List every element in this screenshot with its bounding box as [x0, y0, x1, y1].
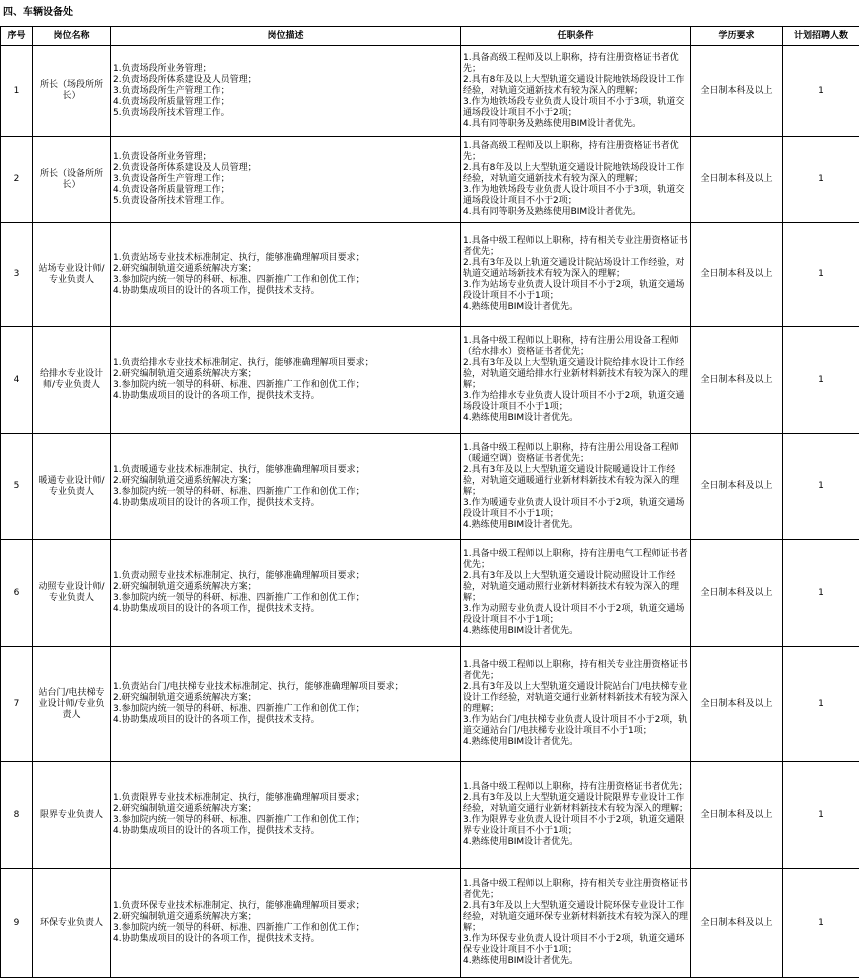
requirement-line: 4.熟练使用BIM设计者优先。 — [463, 837, 688, 848]
description-line: 4.协助集成项目的设计的各项工作，提供技术支持。 — [113, 934, 458, 945]
table-row — [1, 762, 859, 869]
requirement-line: 1.具备中级工程师以上职称，持有相关专业注册资格证书者优先； — [463, 879, 688, 901]
description-line: 3.参加院内统一领导的科研、标准、四新推广工作和创优工作； — [113, 487, 458, 498]
position-name: 环保专业负责人 — [33, 869, 111, 978]
headcount: 1 — [783, 137, 859, 223]
table-header-row — [1, 27, 859, 46]
requirement-line: 1.具备中级工程师以上职称，持有注册资格证书者优先； — [463, 782, 688, 793]
section-title: 四、车辆设备处 — [0, 0, 859, 26]
description-line: 4.协助集成项目的设计的各项工作，提供技术支持。 — [113, 826, 458, 837]
row-number: 5 — [1, 434, 33, 540]
description-line: 1.负责设备所业务管理； — [113, 152, 458, 163]
description-line: 3.负责设备所生产管理工作； — [113, 174, 458, 185]
headcount: 1 — [783, 762, 859, 869]
headcount: 1 — [783, 327, 859, 434]
position-description — [111, 327, 461, 434]
position-name: 站场专业设计师/专业负责人 — [33, 223, 111, 327]
requirement-line: 3.作为暖通专业负责人设计项目不小于2项，轨道交通场段设计项目不小于1项； — [463, 498, 688, 520]
table-row — [1, 869, 859, 978]
requirement-line: 1.具备中级工程师以上职称，持有注册公用设备工程师（暖通空调）资格证书者优先； — [463, 443, 688, 465]
description-line: 3.负责场段所生产管理工作； — [113, 86, 458, 97]
description-line: 4.负责场段所质量管理工作； — [113, 97, 458, 108]
table-row — [1, 434, 859, 540]
requirement-line: 2.具有3年及以上大型轨道交通设计院给排水设计工作经验，对轨道交通给排水行业新材料新技术有较为深入的理解； — [463, 358, 688, 391]
education-requirement: 全日制本科及以上 — [691, 540, 783, 647]
header-requirements: 任职条件 — [461, 27, 691, 46]
description-line: 2.研究编制轨道交通系统解决方案； — [113, 912, 458, 923]
description-line: 3.参加院内统一领导的科研、标准、四新推广工作和创优工作； — [113, 275, 458, 286]
position-name: 所长（场段所所长） — [33, 46, 111, 137]
education-requirement: 全日制本科及以上 — [691, 869, 783, 978]
table-row — [1, 327, 859, 434]
position-description — [111, 223, 461, 327]
description-line: 1.负责暖通专业技术标准制定、执行，能够准确理解项目要求； — [113, 465, 458, 476]
header-no: 序号 — [1, 27, 33, 46]
position-description — [111, 762, 461, 869]
requirement-line: 2.具有3年及以上大型轨道交通设计院动照设计工作经验，对轨道交通动照行业新材料新技术有较为深入的理解； — [463, 571, 688, 604]
description-line: 3.参加院内统一领导的科研、标准、四新推广工作和创优工作； — [113, 815, 458, 826]
header-position-description: 岗位描述 — [111, 27, 461, 46]
description-line: 1.负责场段所业务管理； — [113, 64, 458, 75]
requirement-line: 1.具备中级工程师以上职称，持有注册电气工程师证书者优先； — [463, 549, 688, 571]
position-name: 所长（设备所所长） — [33, 137, 111, 223]
description-line: 2.研究编制轨道交通系统解决方案； — [113, 693, 458, 704]
row-number: 7 — [1, 647, 33, 762]
requirement-line: 2.具有3年及以上轨道交通设计院站场设计工作经验，对轨道交通站场新技术有较为深入的理解； — [463, 258, 688, 280]
description-line: 1.负责站台门/电扶梯专业技术标准制定、执行，能够准确理解项目要求； — [113, 682, 458, 693]
requirements — [461, 762, 691, 869]
headcount: 1 — [783, 434, 859, 540]
requirement-line: 3.作为站台门/电扶梯专业负责人设计项目不小于2项，轨道交通站台门/电扶梯专业设计项目不小于1项； — [463, 715, 688, 737]
position-description — [111, 540, 461, 647]
table-row — [1, 137, 859, 223]
description-line: 3.参加院内统一领导的科研、标准、四新推广工作和创优工作； — [113, 704, 458, 715]
requirement-line: 3.作为站场专业负责人设计项目不小于2项，轨道交通场段设计项目不小于1项； — [463, 280, 688, 302]
row-number: 6 — [1, 540, 33, 647]
description-line: 3.参加院内统一领导的科研、标准、四新推广工作和创优工作； — [113, 923, 458, 934]
position-name: 给排水专业设计师/专业负责人 — [33, 327, 111, 434]
headcount: 1 — [783, 46, 859, 137]
requirement-line: 1.具备高级工程师及以上职称，持有注册资格证书者优先； — [463, 141, 688, 163]
requirement-line: 3.作为地铁场段专业负责人设计项目不小于3项，轨道交通场段设计项目不小于2项； — [463, 185, 688, 207]
requirement-line: 4.具有同等职务及熟练使用BIM设计者优先。 — [463, 207, 688, 218]
description-line: 3.参加院内统一领导的科研、标准、四新推广工作和创优工作； — [113, 593, 458, 604]
position-description — [111, 46, 461, 137]
education-requirement: 全日制本科及以上 — [691, 327, 783, 434]
description-line: 3.参加院内统一领导的科研、标准、四新推广工作和创优工作； — [113, 380, 458, 391]
requirement-line: 4.具有同等职务及熟练使用BIM设计者优先。 — [463, 119, 688, 130]
position-name: 动照专业设计师/专业负责人 — [33, 540, 111, 647]
position-description — [111, 137, 461, 223]
header-headcount: 计划招聘人数 — [783, 27, 859, 46]
position-name: 限界专业负责人 — [33, 762, 111, 869]
row-number: 2 — [1, 137, 33, 223]
requirements — [461, 540, 691, 647]
header-education: 学历要求 — [691, 27, 783, 46]
requirement-line: 3.作为限界专业负责人设计项目不小于2项，轨道交通限界专业设计项目不小于1项； — [463, 815, 688, 837]
education-requirement: 全日制本科及以上 — [691, 762, 783, 869]
header-position-name: 岗位名称 — [33, 27, 111, 46]
requirement-line: 4.熟练使用BIM设计者优先。 — [463, 302, 688, 313]
requirement-line: 2.具有3年及以上大型轨道交通设计院暖通设计工作经验，对轨道交通暖通行业新材料新技术有较为深入的理解； — [463, 465, 688, 498]
description-line: 5.负责设备所技术管理工作。 — [113, 196, 458, 207]
requirement-line: 3.作为环保专业负责人设计项目不小于2项，轨道交通环保专业设计项目不小于1项； — [463, 934, 688, 956]
row-number: 9 — [1, 869, 33, 978]
description-line: 5.负责场段所技术管理工作。 — [113, 108, 458, 119]
requirements — [461, 46, 691, 137]
row-number: 3 — [1, 223, 33, 327]
requirement-line: 1.具备中级工程师以上职称，持有相关专业注册资格证书者优先； — [463, 236, 688, 258]
requirements — [461, 223, 691, 327]
requirement-line: 3.作为给排水专业负责人设计项目不小于2项，轨道交通场段设计项目不小于1项； — [463, 391, 688, 413]
position-name: 暖通专业设计师/专业负责人 — [33, 434, 111, 540]
position-description — [111, 647, 461, 762]
requirement-line: 1.具备高级工程师及以上职称，持有注册资格证书者优先； — [463, 53, 688, 75]
position-name: 站台门/电扶梯专业设计师/专业负责人 — [33, 647, 111, 762]
row-number: 8 — [1, 762, 33, 869]
requirement-line: 1.具备中级工程师以上职称，持有注册公用设备工程师（给水排水）资格证书者优先； — [463, 336, 688, 358]
position-description — [111, 869, 461, 978]
requirement-line: 4.熟练使用BIM设计者优先。 — [463, 413, 688, 424]
education-requirement: 全日制本科及以上 — [691, 137, 783, 223]
description-line: 1.负责环保专业技术标准制定、执行，能够准确理解项目要求； — [113, 901, 458, 912]
requirement-line: 4.熟练使用BIM设计者优先。 — [463, 520, 688, 531]
requirements — [461, 327, 691, 434]
education-requirement: 全日制本科及以上 — [691, 647, 783, 762]
description-line: 1.负责动照专业技术标准制定、执行，能够准确理解项目要求； — [113, 571, 458, 582]
requirement-line: 4.熟练使用BIM设计者优先。 — [463, 956, 688, 967]
requirements — [461, 647, 691, 762]
requirement-line: 2.具有8年及以上大型轨道交通设计院地铁场段设计工作经验，对轨道交通新技术有较为深入的理解； — [463, 163, 688, 185]
table-body — [1, 46, 859, 978]
requirement-line: 2.具有3年及以上大型轨道交通设计院限界专业设计工作经验，对轨道交通行业新材料新技术有较为深入的理解； — [463, 793, 688, 815]
description-line: 2.研究编制轨道交通系统解决方案； — [113, 804, 458, 815]
requirement-line: 2.具有3年及以上大型轨道交通设计院环保专业设计工作经验，对轨道交通环保专业新材料新技术有较为深入的理解； — [463, 901, 688, 934]
position-description — [111, 434, 461, 540]
education-requirement: 全日制本科及以上 — [691, 223, 783, 327]
table-row — [1, 647, 859, 762]
education-requirement: 全日制本科及以上 — [691, 434, 783, 540]
table-row — [1, 223, 859, 327]
requirement-line: 3.作为地铁场段专业负责人设计项目不小于3项，轨道交通场段设计项目不小于2项； — [463, 97, 688, 119]
row-number: 1 — [1, 46, 33, 137]
headcount: 1 — [783, 540, 859, 647]
description-line: 4.协助集成项目的设计的各项工作，提供技术支持。 — [113, 604, 458, 615]
table-row — [1, 46, 859, 137]
requirement-line: 4.熟练使用BIM设计者优先。 — [463, 626, 688, 637]
headcount: 1 — [783, 647, 859, 762]
description-line: 2.负责设备所体系建设及人员管理； — [113, 163, 458, 174]
description-line: 1.负责站场专业技术标准制定、执行，能够准确理解项目要求； — [113, 253, 458, 264]
description-line: 1.负责限界专业技术标准制定、执行，能够准确理解项目要求； — [113, 793, 458, 804]
requirement-line: 1.具备中级工程师以上职称，持有相关专业注册资格证书者优先； — [463, 660, 688, 682]
table-row — [1, 540, 859, 647]
requirement-line: 4.熟练使用BIM设计者优先。 — [463, 737, 688, 748]
description-line: 1.负责给排水专业技术标准制定、执行，能够准确理解项目要求； — [113, 358, 458, 369]
description-line: 2.研究编制轨道交通系统解决方案； — [113, 369, 458, 380]
description-line: 4.负责设备所质量管理工作； — [113, 185, 458, 196]
row-number: 4 — [1, 327, 33, 434]
description-line: 4.协助集成项目的设计的各项工作，提供技术支持。 — [113, 498, 458, 509]
description-line: 4.协助集成项目的设计的各项工作，提供技术支持。 — [113, 715, 458, 726]
headcount: 1 — [783, 869, 859, 978]
requirement-line: 2.具有3年及以上大型轨道交通设计院站台门/电扶梯专业设计工作经验，对轨道交通行业新材料新技术有较为深入的理解； — [463, 682, 688, 715]
description-line: 2.研究编制轨道交通系统解决方案； — [113, 582, 458, 593]
requirement-line: 2.具有8年及以上大型轨道交通设计院地铁场段设计工作经验，对轨道交通新技术有较为深入的理解； — [463, 75, 688, 97]
description-line: 4.协助集成项目的设计的各项工作，提供技术支持。 — [113, 286, 458, 297]
description-line: 2.研究编制轨道交通系统解决方案； — [113, 264, 458, 275]
requirement-line: 3.作为动照专业负责人设计项目不小于2项，轨道交通场段设计项目不小于1项； — [463, 604, 688, 626]
requirements — [461, 869, 691, 978]
description-line: 2.研究编制轨道交通系统解决方案； — [113, 476, 458, 487]
requirements — [461, 434, 691, 540]
recruitment-table — [0, 26, 859, 978]
headcount: 1 — [783, 223, 859, 327]
description-line: 4.协助集成项目的设计的各项工作，提供技术支持。 — [113, 391, 458, 402]
requirements — [461, 137, 691, 223]
description-line: 2.负责场段所体系建设及人员管理； — [113, 75, 458, 86]
education-requirement: 全日制本科及以上 — [691, 46, 783, 137]
